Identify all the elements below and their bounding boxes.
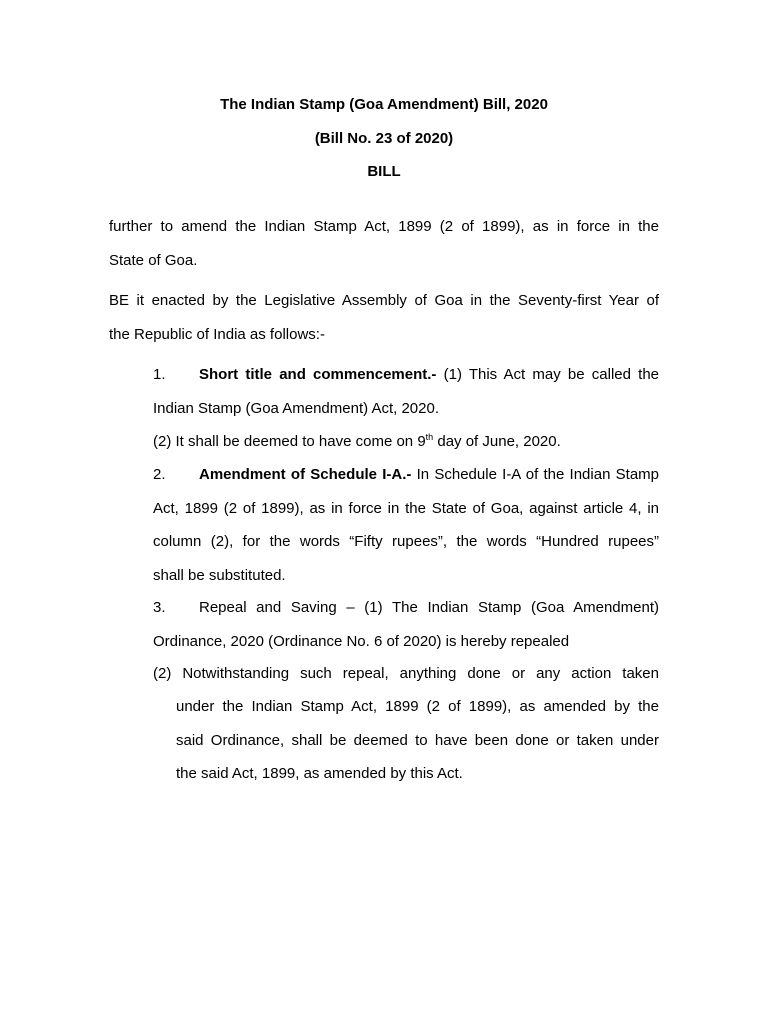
section-2-line-2: Act, 1899 (2 of 1899), as in force in the State of Goa, against article 4, in	[153, 499, 659, 517]
section-1-heading: Short title and commencement.-	[199, 366, 437, 383]
section-3	[153, 591, 659, 658]
bill-label: BILL	[367, 163, 401, 180]
section-3-number: 3.	[153, 599, 166, 616]
section-3-sub-2-line-4: the said Act, 1899, as amended by this Act.	[176, 765, 463, 782]
section-1-line-1	[153, 358, 659, 392]
section-2-heading: Amendment of Schedule I-A.-	[199, 466, 412, 483]
enactment-line-2: the Republic of India as follows:-	[109, 325, 325, 343]
section-2-text: In Schedule I-A of the Indian Stamp	[411, 466, 660, 483]
section-1-line-2: Indian Stamp (Goa Amendment) Act, 2020.	[153, 399, 439, 417]
bill-number: (Bill No. 23 of 2020)	[314, 130, 454, 147]
section-1-sub-2	[153, 425, 659, 459]
bill-title: The Indian Stamp (Goa Amendment) Bill, 2020	[220, 96, 548, 113]
section-2-line-4: shall be substituted.	[153, 566, 286, 584]
section-3-sub-2-line-2: under the Indian Stamp Act, 1899 (2 of 1899), as amended by the	[176, 698, 659, 715]
section-1-sub-2-text: (2) It shall be deemed to have come on 9	[153, 433, 426, 450]
section-3-sub-2	[153, 657, 659, 691]
enactment-line-1: BE it enacted by the Legislative Assembly of Goa in the Seventy-first Year of	[109, 292, 659, 309]
section-3-line-1	[153, 591, 659, 625]
purpose-paragraph	[109, 210, 659, 277]
section-3-sub-2-line-1: (2) Notwithstanding such repeal, anything done or any action taken	[153, 665, 659, 682]
section-1	[153, 358, 659, 459]
section-2-number: 2.	[153, 466, 166, 483]
section-3-sub-2-continued	[176, 690, 659, 791]
ordinal-superscript: th	[425, 432, 434, 442]
enactment-paragraph	[109, 284, 659, 351]
purpose-line-2: State of Goa.	[109, 251, 198, 269]
section-1-sub-2-date: day of June, 2020.	[433, 433, 561, 450]
section-3-line-2: Ordinance, 2020 (Ordinance No. 6 of 2020) is hereby repealed	[153, 632, 570, 650]
section-1-number: 1.	[153, 366, 166, 383]
purpose-line-1: further to amend the Indian Stamp Act, 1899 (2 of 1899), as in force in the	[109, 218, 659, 235]
section-2-line-1	[153, 458, 659, 492]
section-1-text: (1) This Act may be called the	[436, 366, 660, 383]
section-3-sub-2-line-3: said Ordinance, shall be deemed to have been done or taken under	[176, 731, 659, 749]
section-3-text: Repeal and Saving – (1) The Indian Stamp (Goa Amendment)	[199, 599, 659, 616]
section-2-line-3: column (2), for the words “Fifty rupees”, the words “Hundred rupees”	[153, 533, 659, 550]
section-2	[153, 458, 659, 592]
